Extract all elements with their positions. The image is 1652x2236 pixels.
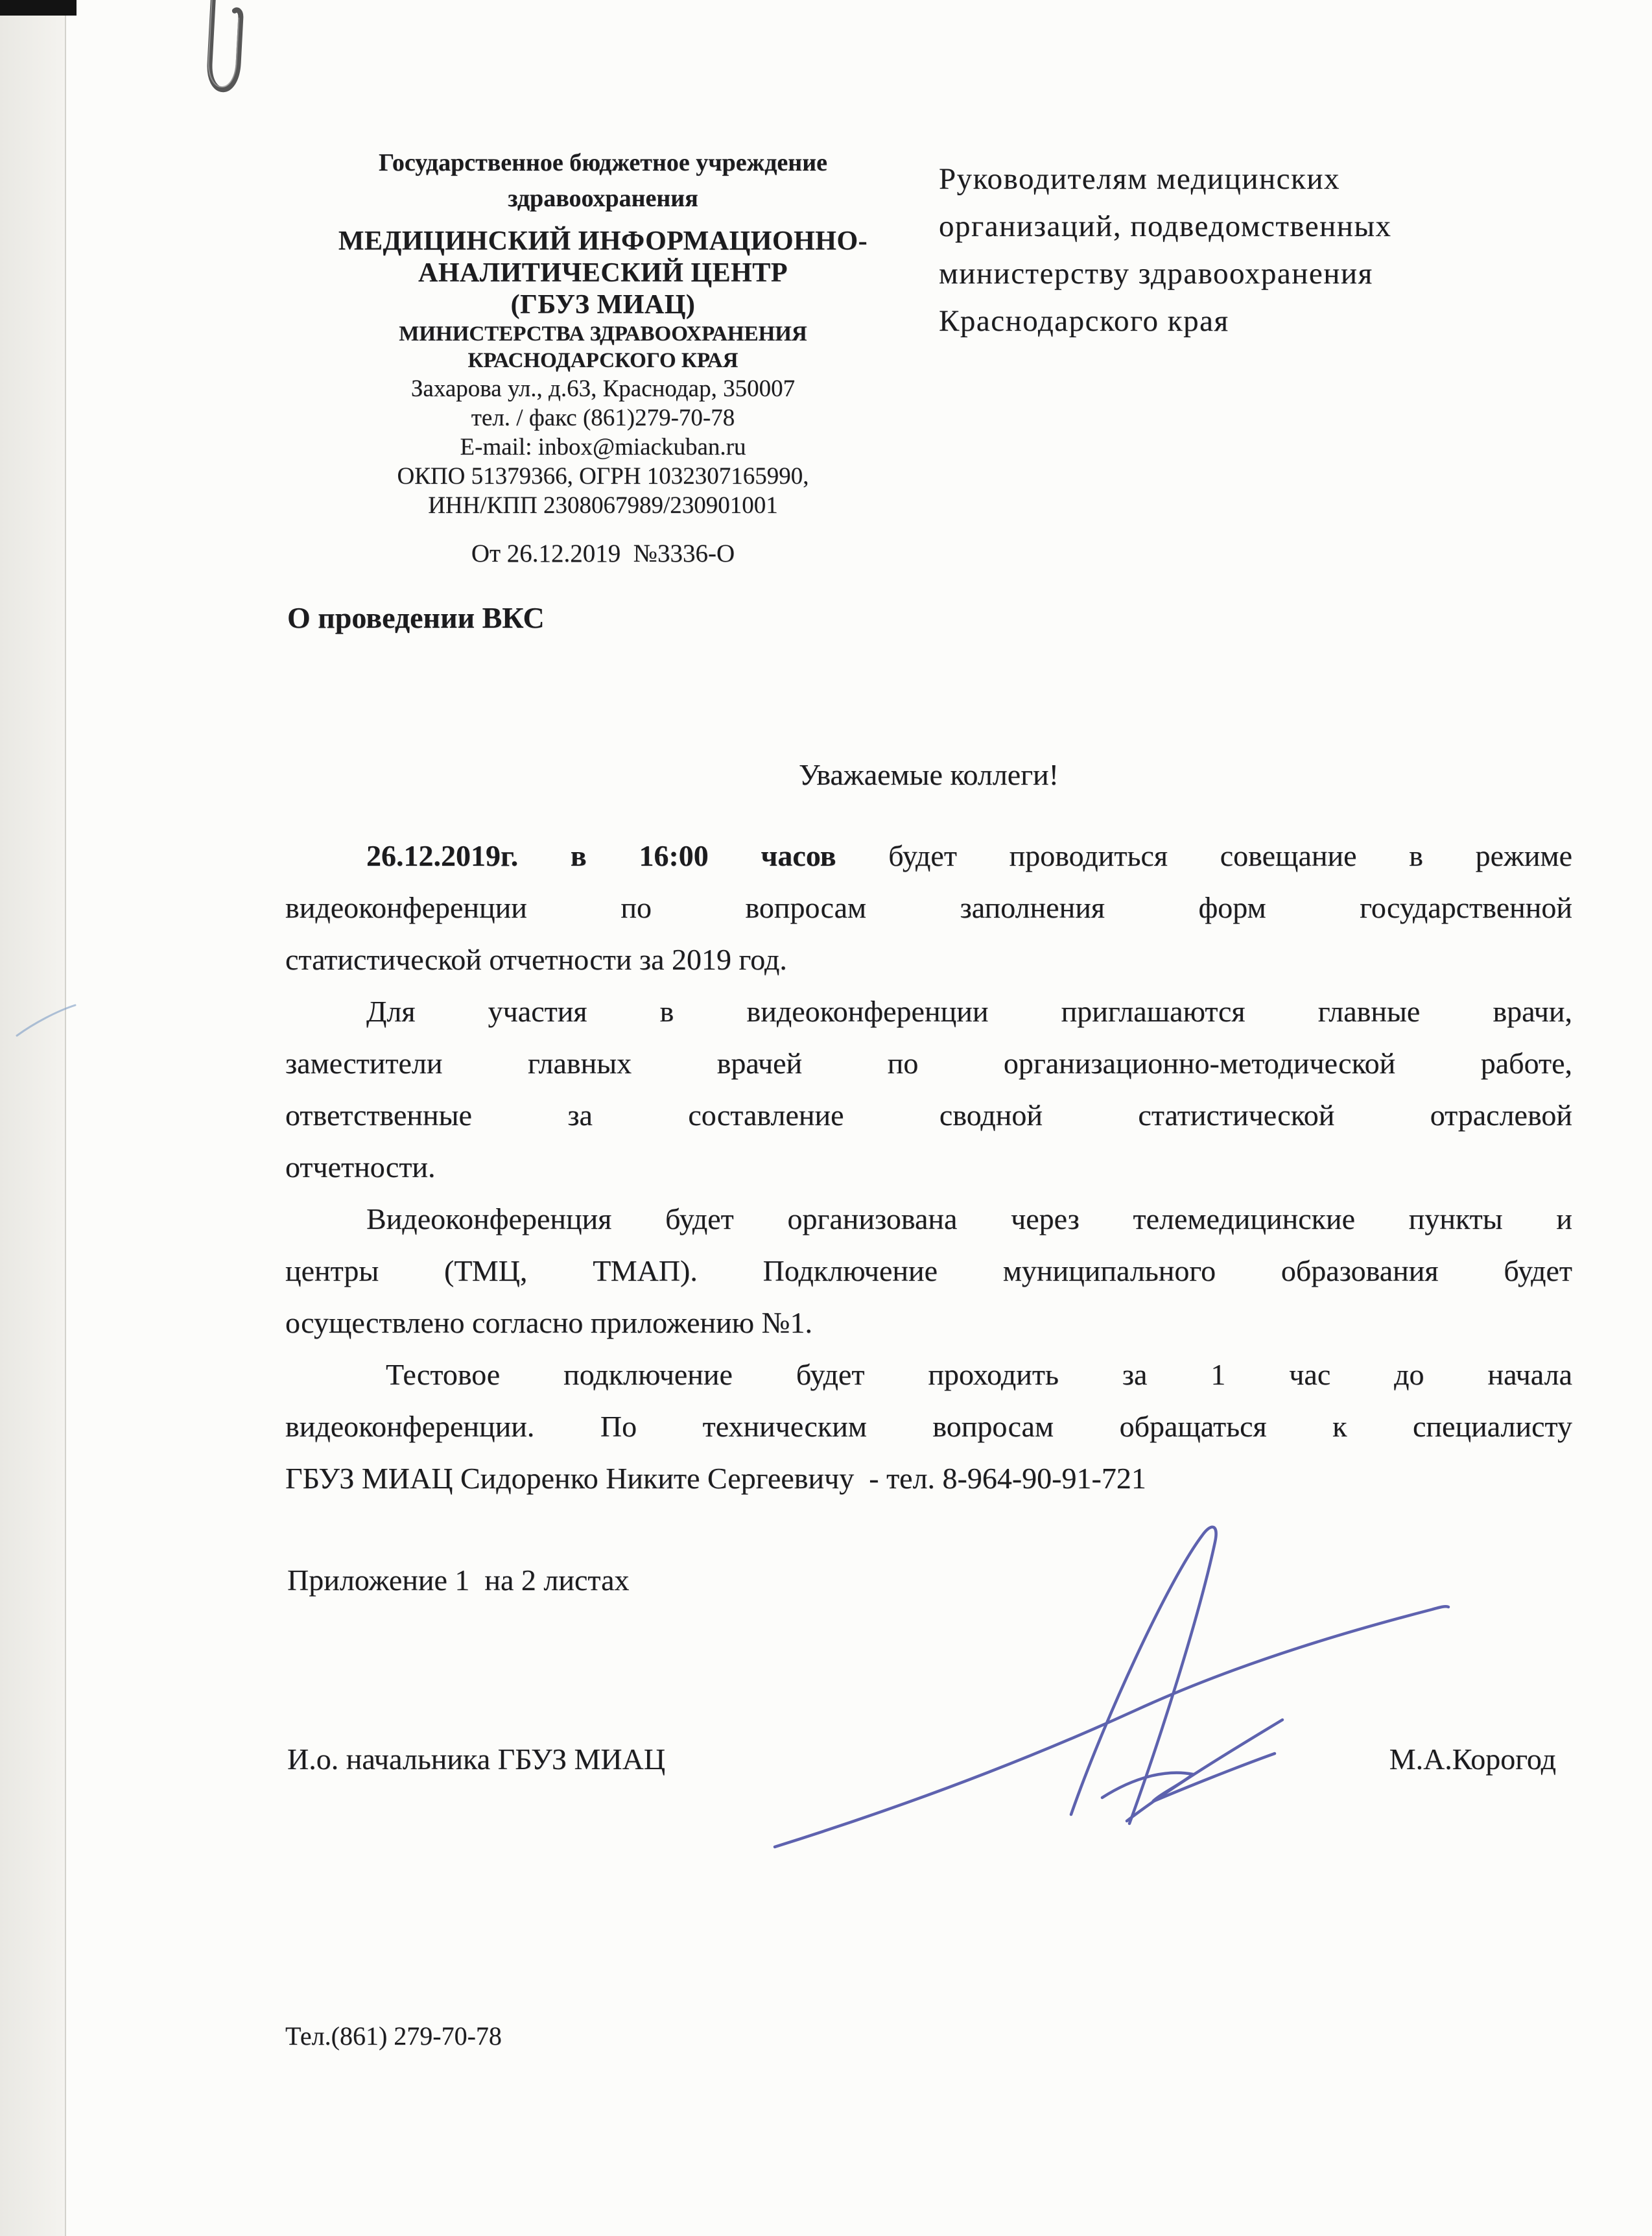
ministry-line: МИНИСТЕРСТВА ЗДРАВООХРАНЕНИЯ [399, 322, 807, 346]
org-name-line: (ГБУЗ МИАЦ) [510, 290, 696, 320]
body-line: отчетности. [285, 1150, 436, 1183]
org-address: Захарова ул., д.63, Краснодар, 350007 [410, 375, 796, 402]
letter-body [285, 830, 1572, 1505]
org-inn-kpp: ИНН/КПП 2308067989/230901001 [428, 492, 778, 519]
body-line: осуществлено согласно приложению №1. [285, 1306, 813, 1339]
body-line [285, 830, 1572, 882]
addressee-line: Руководителям медицинских [939, 162, 1340, 196]
letterhead [259, 145, 947, 569]
org-type-line: здравоохранения [508, 185, 698, 212]
addressee-line: организаций, подведомственных [939, 209, 1392, 243]
body-line: статистической отчетности за 2019 год. [285, 943, 787, 976]
addressee-line: Краснодарского края [939, 304, 1229, 338]
signer-title: И.о. начальника ГБУЗ МИАЦ [287, 1742, 666, 1776]
org-name-line: МЕДИЦИНСКИЙ ИНФОРМАЦИОННО- [338, 226, 868, 256]
body-line: видеоконференции по вопросам заполнения форм государственной [285, 891, 1572, 924]
org-phone-fax: тел. / факс (861)279-70-78 [471, 405, 735, 431]
body-line: Тестовое подключение будет проходить за 1 час до начала [386, 1358, 1572, 1391]
ministry-line: КРАСНОДАРСКОГО КРАЯ [467, 349, 738, 372]
signer-name: М.А.Корогод [1389, 1742, 1556, 1776]
scan-edge-strip [0, 0, 65, 2236]
org-type-line: Государственное бюджетное учреждение [379, 149, 827, 176]
scan-corner-bar [0, 0, 77, 16]
subject-line: О проведении ВКС [287, 601, 545, 634]
body-line: центры (ТМЦ, ТМАП). Подключение муниципального образования будет [285, 1254, 1572, 1287]
signature-scribble [739, 1505, 1491, 1877]
bold-lead: 26.12.2019г. в 16:00 часов [366, 839, 836, 872]
body-line: ответственные за составление сводной статистической отраслевой [285, 1099, 1572, 1132]
body-line: Для участия в видеоконференции приглашаются главные врачи, [366, 995, 1572, 1028]
scan-edge-line [65, 0, 66, 2236]
org-email: E-mail: inbox@miackuban.ru [460, 434, 746, 460]
paperclip-icon [193, 0, 255, 120]
salutation: Уважаемые коллеги! [799, 758, 1059, 791]
body-line: Видеоконференция будет организована через телемедицинские пункты и [366, 1202, 1572, 1235]
addressee-line: министерству здравоохранения [939, 257, 1373, 291]
footer-phone: Тел.(861) 279-70-78 [285, 2021, 502, 2051]
org-okpo-ogrn: ОКПО 51379366, ОГРН 1032307165990, [397, 463, 809, 490]
body-line: заместители главных врачей по организационно-методической работе, [285, 1047, 1572, 1080]
addressee-block [939, 156, 1522, 345]
outgoing-ref-line: От 26.12.2019 №3336-О [471, 540, 735, 567]
body-line: ГБУЗ МИАЦ Сидоренко Никите Сергеевичу - тел. 8-964-90-91-721 [285, 1462, 1146, 1495]
attachment-line: Приложение 1 на 2 листах [287, 1564, 630, 1597]
body-text: будет проводиться совещание в режиме [836, 839, 1573, 872]
body-line: видеоконференции. По техническим вопросам обращаться к специалисту [285, 1410, 1572, 1443]
org-name-line: АНАЛИТИЧЕСКИЙ ЦЕНТР [418, 258, 788, 288]
pen-smudge-mark [12, 982, 83, 1054]
